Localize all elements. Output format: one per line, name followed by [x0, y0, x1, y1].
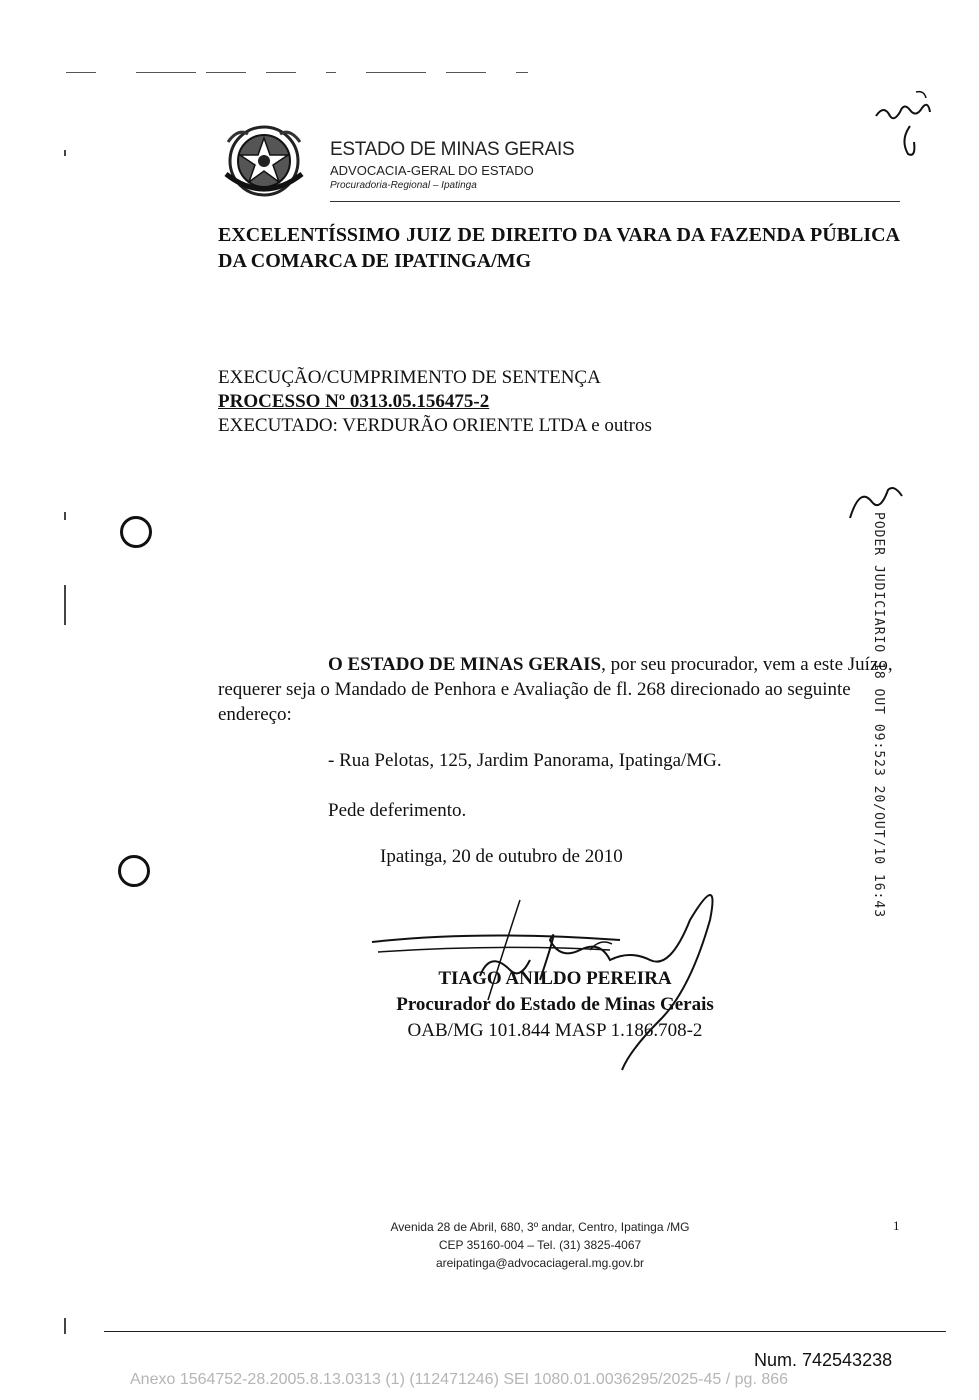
- handwritten-folio-mark: [870, 82, 940, 162]
- closing-request: Pede deferimento.: [328, 800, 467, 821]
- addressee-heading: EXCELENTÍSSIMO JUIZ DE DIREITO DA VARA DA FAZENDA PÚBLICA DA COMARCA DE IPATINGA/MG: [218, 224, 900, 272]
- margin-mark: [64, 585, 66, 625]
- margin-mark: [64, 512, 66, 520]
- signature-block: [330, 966, 780, 1044]
- defendant-line: EXECUTADO: VERDURÃO ORIENTE LTDA e outros: [218, 415, 652, 436]
- punch-hole: [120, 516, 152, 548]
- petition-text: , por seu procurador, vem a este Juízo, requerer seja o Mandado de Penhora e Avaliação de fl. 268 direcionado ao seguinte endereço:: [218, 654, 893, 725]
- case-type: EXECUÇÃO/CUMPRIMENTO DE SENTENÇA: [218, 367, 601, 388]
- page-number: 1: [893, 1218, 900, 1233]
- footer-street: Avenida 28 de Abril, 680, 3º andar, Centro, Ipatinga /MG: [390, 1220, 690, 1234]
- office-address-footer: [330, 1218, 750, 1272]
- petitioner-name: O ESTADO DE MINAS GERAIS: [328, 654, 602, 675]
- annex-reference-line: Anexo 1564752-28.2005.8.13.0313 (1) (112471246) SEI 1080.01.0036295/2025-45 / pg. 866: [130, 1371, 789, 1388]
- stamp-text: PODER JUDICIARIO 18 OUT 09:523 20/OUT/10 16:43: [871, 512, 886, 919]
- header-state-name: ESTADO DE MINAS GERAIS: [330, 139, 575, 160]
- signer-registration: OAB/MG 101.844 MASP 1.186.708-2: [407, 1020, 703, 1041]
- footer-cep-phone: CEP 35160-004 – Tel. (31) 3825-4067: [438, 1238, 642, 1252]
- scan-artifact-line: [66, 72, 526, 74]
- signer-name: TIAGO ANILDO PEREIRA: [438, 968, 672, 989]
- state-coat-of-arms-icon: [218, 124, 310, 198]
- petition-paragraph: [218, 652, 903, 727]
- header-regional-office: Procuradoria-Regional – Ipatinga: [330, 180, 477, 191]
- process-number: PROCESSO Nº 0313.05.156475-2: [218, 391, 490, 412]
- scan-bottom-edge: [104, 1331, 946, 1332]
- punch-hole: [118, 855, 150, 887]
- margin-mark: [64, 1318, 66, 1334]
- stamp-initials-mark: [846, 482, 906, 522]
- header-agency-name: ADVOCACIA-GERAL DO ESTADO: [330, 163, 534, 178]
- margin-mark: [64, 150, 66, 156]
- signer-title: Procurador do Estado de Minas Gerais: [396, 994, 714, 1015]
- header-divider: [330, 201, 900, 202]
- footer-email: areipatinga@advocaciageral.mg.gov.br: [435, 1256, 645, 1270]
- place-and-date: Ipatinga, 20 de outubro de 2010: [380, 846, 623, 867]
- target-address: - Rua Pelotas, 125, Jardim Panorama, Ipatinga/MG.: [328, 750, 722, 771]
- document-number: Num. 742543238: [754, 1350, 893, 1370]
